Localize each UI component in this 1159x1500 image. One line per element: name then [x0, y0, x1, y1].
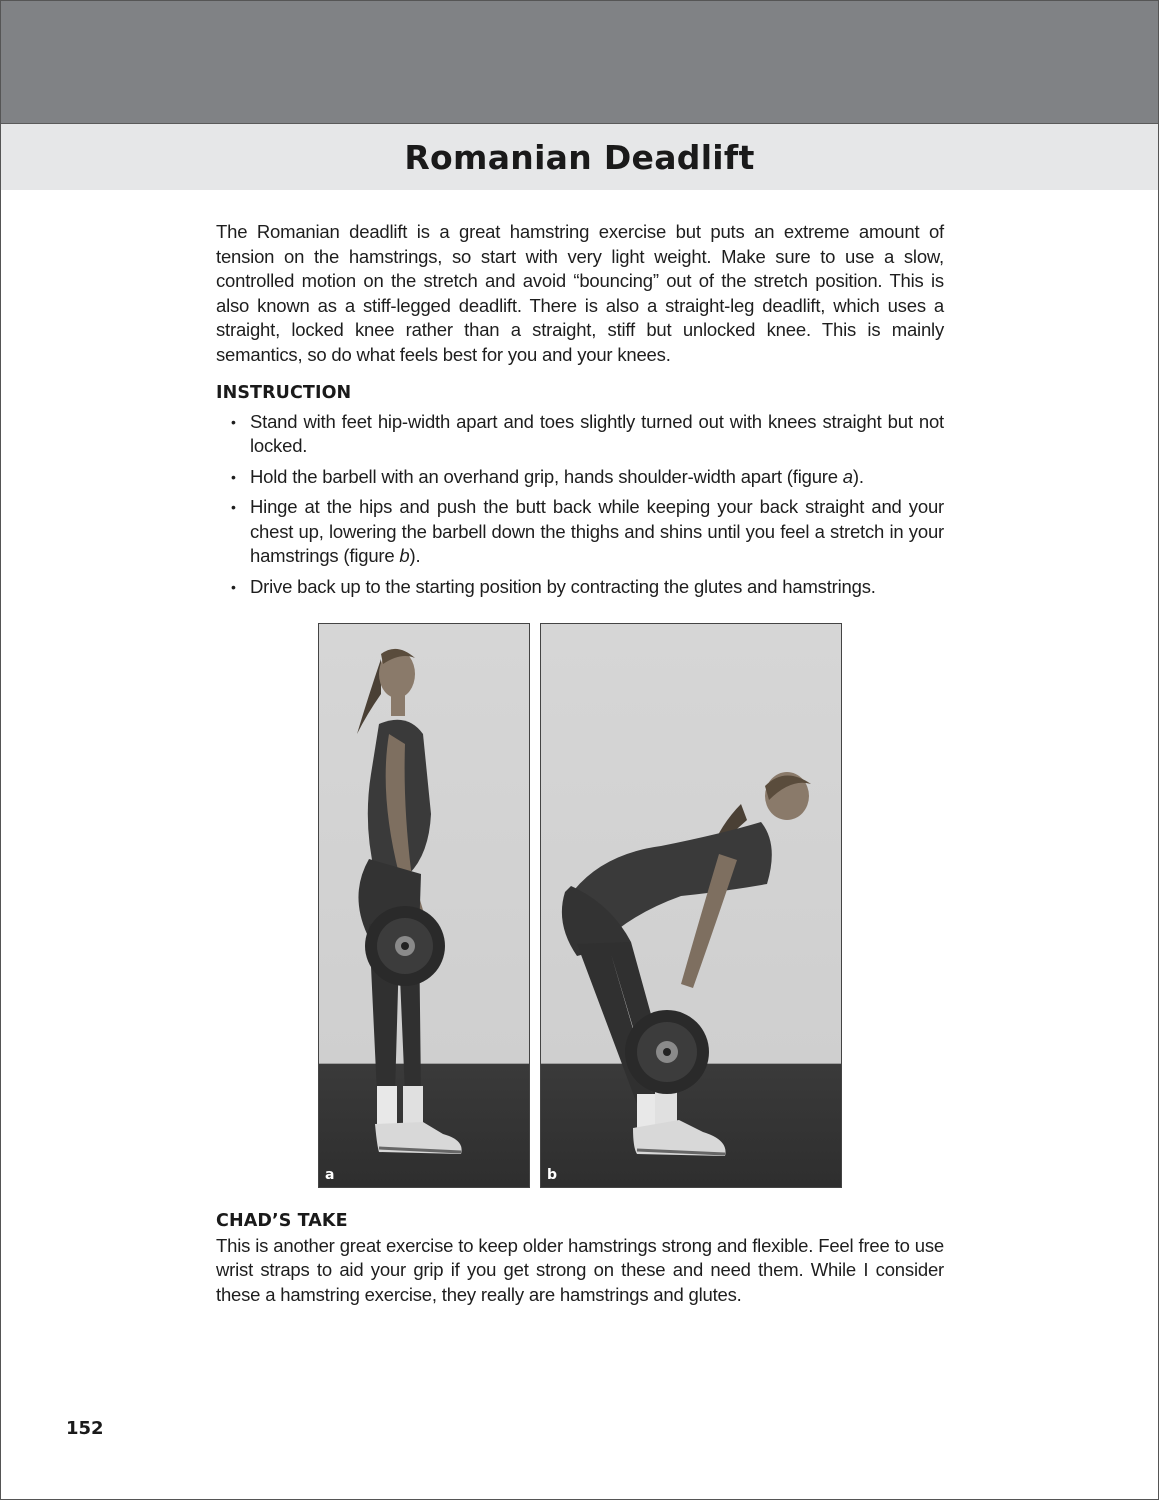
figure-panel — [318, 623, 842, 1188]
chads-take-section — [216, 1209, 944, 1307]
figure-ref: b — [399, 545, 410, 566]
hinged-deadlift-illustration — [541, 624, 841, 1187]
title-band — [1, 123, 1158, 190]
standing-deadlift-illustration — [319, 624, 529, 1187]
main-content — [216, 220, 944, 605]
instruction-step: • Hinge at the hips and push the butt back while keeping your back straight and your chest up, lowering the barbell down the thighs and shins until you feel a stretch in your hamstrings (figure b). — [231, 496, 944, 566]
chads-take-text: This is another great exercise to keep older hamstrings strong and flexible. Feel free to use wrist straps to aid your grip if you get strong on these and need them. While I consider these a hamstring exercise, they really are hamstrings and glutes. — [216, 1234, 944, 1305]
instruction-heading: INSTRUCTION — [216, 383, 352, 403]
bullet-icon: • — [231, 413, 236, 430]
page-number: 152 — [66, 1418, 104, 1439]
chads-take-heading: CHAD’S TAKE — [216, 1211, 348, 1231]
page-title: Romanian Deadlift — [404, 137, 755, 177]
figure-b-photo — [540, 623, 842, 1188]
instruction-step: • Hold the barbell with an overhand grip, hands shoulder-width apart (figure a). — [216, 465, 944, 490]
figure-a-label: a — [325, 1167, 335, 1183]
instruction-step: • Stand with feet hip-width apart and toes slightly turned out with knees straight but not locked. — [231, 410, 944, 456]
bullet-icon: • — [231, 468, 236, 485]
bullet-icon: • — [231, 578, 236, 595]
figure-b-label: b — [547, 1167, 558, 1183]
figure-ref: a — [842, 465, 853, 487]
bullet-icon: • — [231, 499, 236, 515]
instruction-step: • Drive back up to the starting position by contracting the glutes and hamstrings. — [216, 575, 944, 600]
instruction-list — [216, 410, 944, 600]
figure-a-photo — [318, 623, 530, 1188]
header-band — [1, 1, 1158, 123]
intro-paragraph: The Romanian deadlift is a great hamstring exercise but puts an extreme amount of tension on the hamstrings, so start with very light weight. Make sure to use a slow, controlled motion on the stretch and avoid “bouncing” out of the stretch position. This is also known as a stiff-legged deadlift. There is also a straight-leg deadlift, which uses a straight, locked knee rather than a straight, stiff but unlocked knee. This is mainly semantics, so do what feels best for you and your knees. — [216, 221, 944, 365]
